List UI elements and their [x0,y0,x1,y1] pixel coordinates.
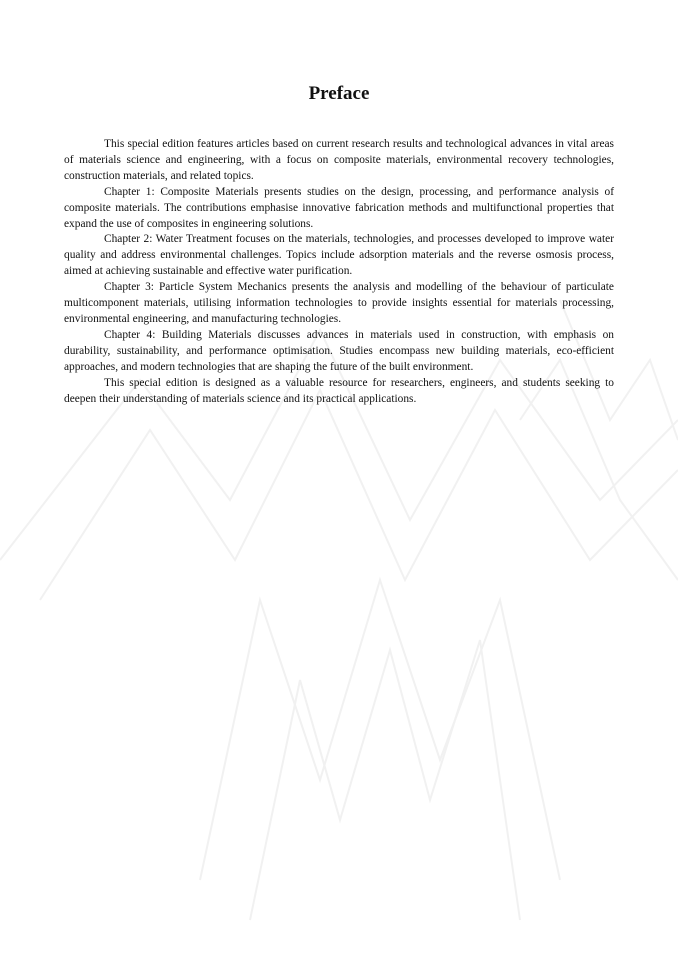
paragraph-chapter-4: Chapter 4: Building Materials discusses advances in materials used in construction, with emphasis on durability, sustainability, and performance optimisation. Studies encompass new building materials, eco-efficient approaches, and modern technologies that are shaping the future of the built environment. [64,328,614,373]
paragraph-chapter-1: Chapter 1: Composite Materials presents studies on the design, processing, and performance analysis of composite materials. The contributions emphasise innovative fabrication methods and multifunctional properties that expand the use of composites in engineering solutions. [64,185,614,230]
page-title: Preface [308,83,370,104]
paragraph-chapter-2: Chapter 2: Water Treatment focuses on the materials, technologies, and processes developed to improve water quality and address environmental challenges. Topics include adsorption materials and the reverse osmosis process, aimed at achieving sustainable and effective water purification. [64,233,614,278]
paragraph-chapter-3: Chapter 3: Particle System Mechanics presents the analysis and modelling of the behaviour of particulate multicomponent materials, utilising information technologies to provide insights essential for materials processing, environmental engineering, and manufacturing technologies. [64,281,614,325]
paragraph-closing: This special edition is designed as a valuable resource for researchers, engineers, and students seeking to deepen their understanding of materials science and its practical applications. [64,376,614,405]
paragraph-intro: This special edition features articles based on current research results and technological advances in vital areas of materials science and engineering, with a focus on composite materials, environmental recovery technologies, construction materials, and related topics. [64,138,614,182]
preface-page [64,82,614,407]
